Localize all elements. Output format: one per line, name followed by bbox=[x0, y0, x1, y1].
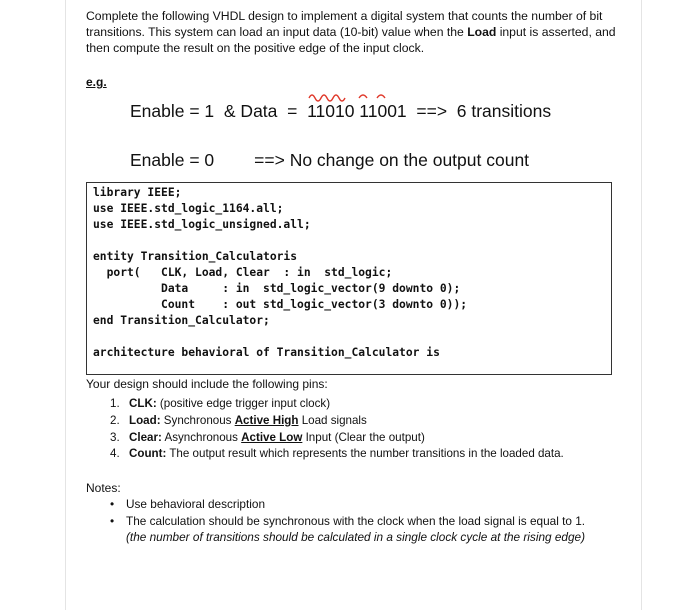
pin-item-clk bbox=[110, 397, 330, 410]
example-data-bits: 11010 11001 bbox=[307, 101, 407, 121]
pin-name: Load: bbox=[129, 414, 161, 427]
pin-description-b: Input (Clear the output) bbox=[302, 431, 425, 444]
code-line-7: Data : in std_logic_vector(9 downto 0); bbox=[93, 282, 461, 295]
pin-name: CLK: bbox=[129, 397, 157, 410]
page-right-edge bbox=[641, 0, 642, 610]
pin-item-count bbox=[110, 447, 564, 460]
notes-label: Notes: bbox=[86, 481, 121, 495]
example-enable-0-prefix: Enable = 0 bbox=[130, 150, 215, 170]
pin-description-a: Synchronous bbox=[160, 414, 235, 427]
intro-paragraph bbox=[86, 8, 626, 56]
note-item-1 bbox=[110, 497, 265, 511]
code-line-3: use IEEE.std_logic_unsigned.all; bbox=[93, 218, 311, 231]
pin-number: 2. bbox=[110, 414, 120, 427]
note-item-2 bbox=[110, 514, 585, 528]
vhdl-code-block bbox=[86, 182, 612, 375]
example-enable-1-prefix: Enable = 1 & Data = bbox=[130, 101, 308, 121]
intro-load-word: Load bbox=[467, 25, 497, 39]
code-line-2: use IEEE.std_logic_1164.all; bbox=[93, 202, 284, 215]
pin-emphasis: Active Low bbox=[241, 431, 303, 444]
transition-markers-icon bbox=[307, 89, 417, 103]
pin-item-load bbox=[110, 414, 367, 427]
pin-description: The output result which represents the number transitions in the loaded data. bbox=[166, 447, 564, 460]
pin-description-a: Asynchronous bbox=[161, 431, 242, 444]
pin-number: 1. bbox=[110, 397, 120, 410]
code-line-6: port( CLK, Load, Clear : in std_logic; bbox=[93, 266, 393, 279]
page-left-edge bbox=[65, 0, 66, 610]
pin-emphasis: Active High bbox=[234, 414, 299, 427]
note-text: The calculation should be synchronous with the clock when the load signal is equal to 1. bbox=[126, 514, 586, 528]
code-line-1: library IEEE; bbox=[93, 186, 182, 199]
example-enable-0-suffix: ==> No change on the output count bbox=[254, 150, 530, 170]
pins-intro: Your design should include the following pins: bbox=[86, 377, 328, 391]
pin-number: 4. bbox=[110, 447, 120, 460]
pin-name: Clear: bbox=[129, 431, 162, 444]
example-label: e.g. bbox=[86, 75, 107, 89]
code-line-9: end Transition_Calculator; bbox=[93, 314, 270, 327]
note-text: Use behavioral description bbox=[126, 497, 266, 511]
intro-text-2: input is asserted, and then compute the result on the positive edge of the input clock. bbox=[86, 25, 616, 55]
example-enable-1-suffix: ==> 6 transitions bbox=[406, 101, 552, 121]
intro-text-1: Complete the following VHDL design to implement a digital system that counts the number of bit transitions. This system can load an input data (10-bit) value when the bbox=[86, 9, 603, 39]
bullet-icon: • bbox=[110, 514, 115, 528]
pin-description: (positive edge trigger input clock) bbox=[156, 397, 331, 410]
example-line-enable-1 bbox=[130, 101, 551, 122]
example-data-value bbox=[307, 101, 407, 122]
pin-number: 3. bbox=[110, 431, 120, 444]
pin-description-b: Load signals bbox=[298, 414, 367, 427]
bullet-icon: • bbox=[110, 497, 115, 511]
pin-item-clear bbox=[110, 431, 425, 444]
note-continuation: (the number of transitions should be calculated in a single clock cycle at the rising edge) bbox=[126, 530, 586, 544]
code-line-8: Count : out std_logic_vector(3 downto 0)); bbox=[93, 298, 468, 311]
example-line-enable-0 bbox=[130, 150, 529, 171]
code-line-5: entity Transition_Calculatoris bbox=[93, 250, 298, 263]
pin-name: Count: bbox=[129, 447, 167, 460]
code-line-11: architecture behavioral of Transition_Calculator is bbox=[93, 346, 440, 359]
